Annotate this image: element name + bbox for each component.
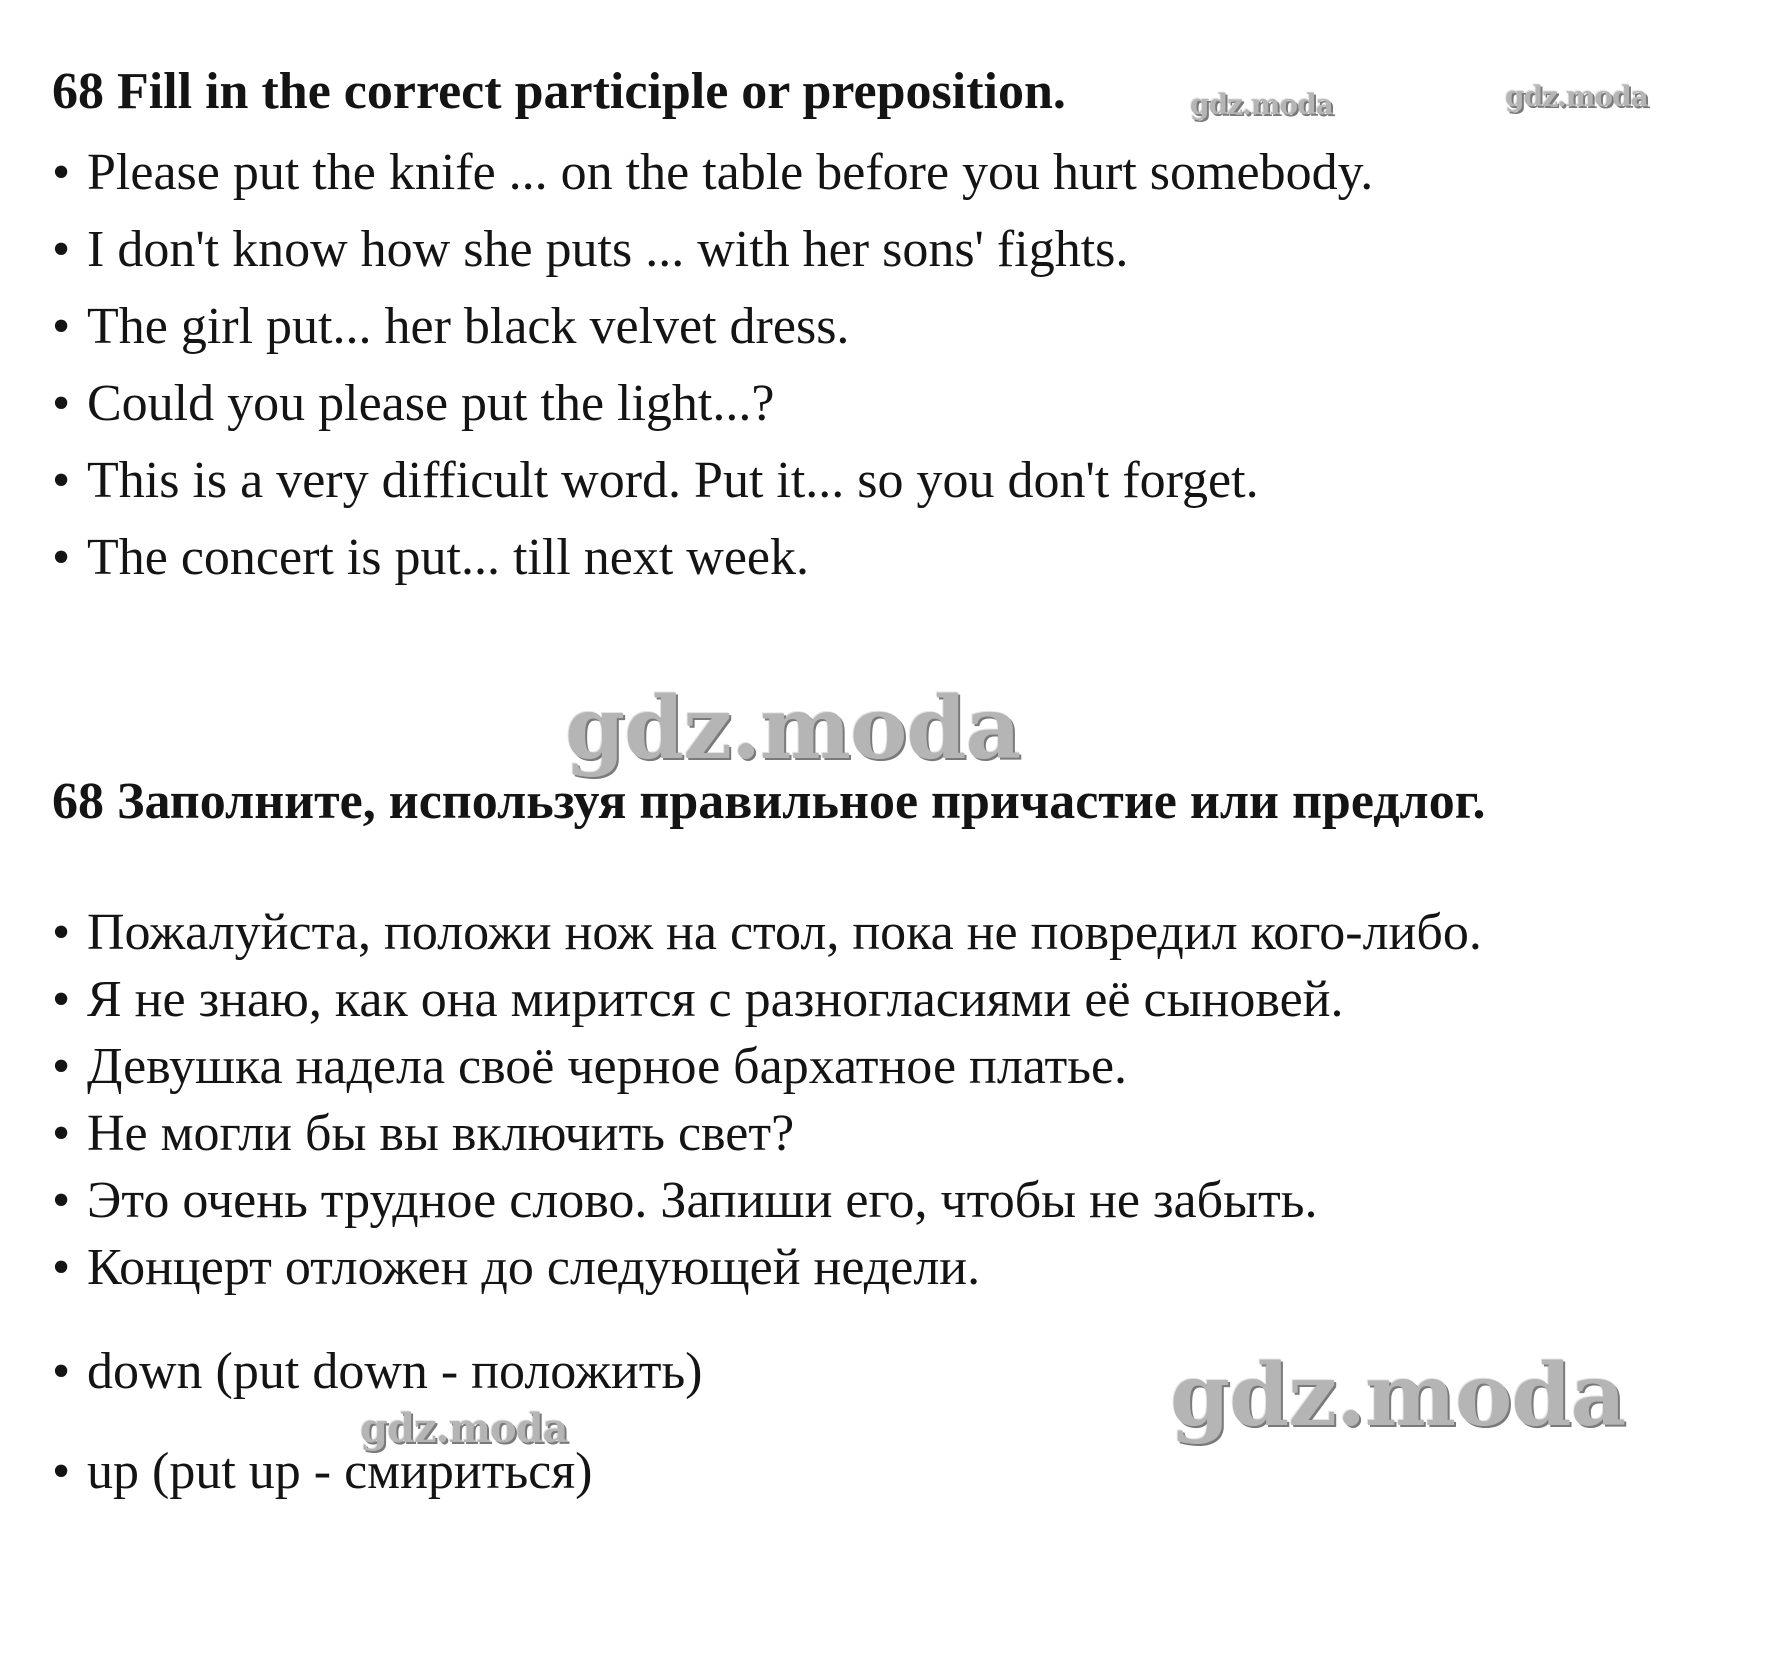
bullet-icon: • xyxy=(52,1343,71,1400)
list-item xyxy=(52,969,1482,1036)
watermark-logo: gdz.moda xyxy=(1170,1345,1626,1446)
bullet-icon: • xyxy=(52,375,71,432)
sentence-text: Please put the knife ... on the table before you hurt somebody. xyxy=(87,144,1374,201)
list-item xyxy=(52,1103,1482,1170)
english-sentence-list xyxy=(52,140,1373,602)
list-item xyxy=(52,1036,1482,1103)
answer-list xyxy=(52,1340,703,1540)
watermark-logo: gdz.moda xyxy=(1190,88,1333,121)
sentence-text: Концерт отложен до следующей недели. xyxy=(87,1239,981,1296)
sentence-text: The concert is put... till next week. xyxy=(87,529,810,586)
answer-text: up (put up - смириться) xyxy=(87,1443,593,1500)
bullet-icon: • xyxy=(52,1105,71,1162)
bullet-icon: • xyxy=(52,144,71,201)
bullet-icon: • xyxy=(52,221,71,278)
sentence-text: Could you please put the light...? xyxy=(87,375,775,432)
sentence-text: Не могли бы вы включить свет? xyxy=(87,1105,795,1162)
sentence-text: The girl put... her black velvet dress. xyxy=(87,298,850,355)
list-item xyxy=(52,525,1373,602)
russian-sentence-list xyxy=(52,902,1482,1304)
exercise-heading-english: 68 Fill in the correct participle or preposition. xyxy=(52,63,1066,120)
sentence-text: This is a very difficult word. Put it... so you don't forget. xyxy=(87,452,1259,509)
sentence-text: Это очень трудное слово. Запиши его, чтобы не забыть. xyxy=(87,1172,1318,1229)
bullet-icon: • xyxy=(52,529,71,586)
sentence-text: Пожалуйста, положи нож на стол, пока не повредил кого-либо. xyxy=(87,904,1482,961)
sentence-text: I don't know how she puts ... with her sons' fights. xyxy=(87,221,1129,278)
list-item xyxy=(52,140,1373,217)
watermark-logo: gdz.moda xyxy=(1505,80,1648,113)
list-item xyxy=(52,294,1373,371)
sentence-text: Я не знаю, как она мирится с разногласиями её сыновей. xyxy=(87,971,1344,1028)
watermark-logo: gdz.moda xyxy=(565,678,1021,779)
exercise-heading-russian: 68 Заполните, используя правильное причастие или предлог. xyxy=(52,773,1486,830)
bullet-icon: • xyxy=(52,1239,71,1296)
answer-text: down (put down - положить) xyxy=(87,1343,703,1400)
bullet-icon: • xyxy=(52,1172,71,1229)
bullet-icon: • xyxy=(52,298,71,355)
sentence-text: Девушка надела своё черное бархатное платье. xyxy=(87,1038,1128,1095)
list-item xyxy=(52,1170,1482,1237)
list-item xyxy=(52,217,1373,294)
list-item xyxy=(52,371,1373,448)
list-item xyxy=(52,1237,1482,1304)
watermark-logo: gdz.moda xyxy=(360,1405,568,1452)
list-item xyxy=(52,902,1482,969)
bullet-icon: • xyxy=(52,904,71,961)
bullet-icon: • xyxy=(52,971,71,1028)
answer-item xyxy=(52,1340,703,1440)
answer-item xyxy=(52,1440,703,1540)
bullet-icon: • xyxy=(52,1038,71,1095)
bullet-icon: • xyxy=(52,1443,71,1500)
bullet-icon: • xyxy=(52,452,71,509)
list-item xyxy=(52,448,1373,525)
